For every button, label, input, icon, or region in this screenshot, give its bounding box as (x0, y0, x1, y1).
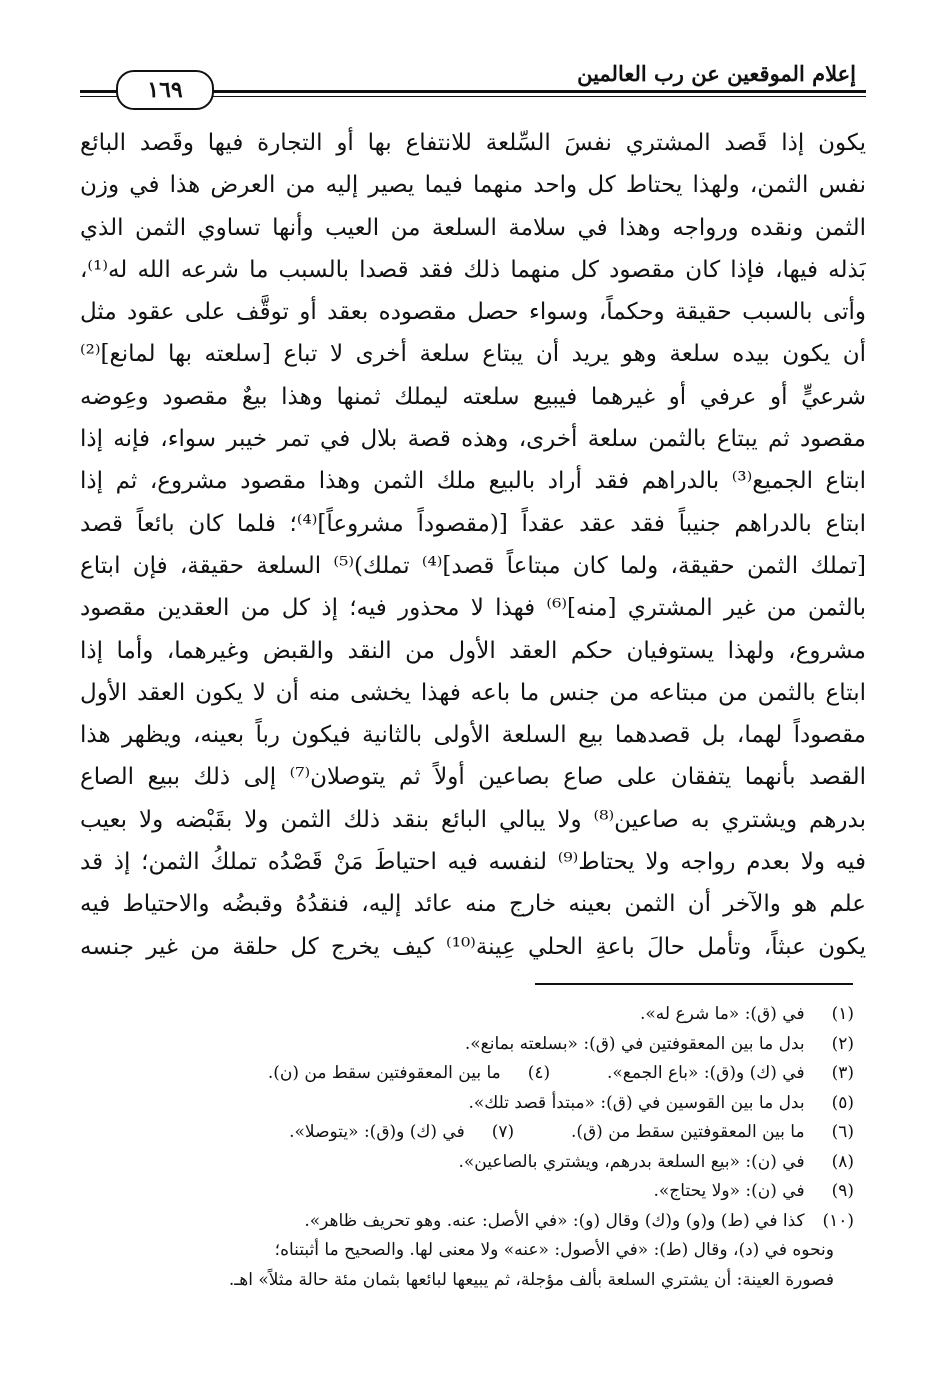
footnote-text: كذا في (ط) و(و) و(ك) وقال (و): «في الأصل: عنه. وهو تحريف ظاهر». (304, 1210, 805, 1231)
footnote-number: (٧) (491, 1122, 515, 1142)
text-line: [تملك الثمن حقيقة، ولما كان مبتاعاً قصد]⁽⁴⁾ تملك)⁽⁵⁾ السلعة حقيقة، فإن ابتاع (80, 552, 866, 579)
footnote-number: (٨) (831, 1151, 854, 1172)
footnote-continuation: ونحوه في (د)، وقال (ط): «في الأصول: «عنه» ولا معنى لها. والصحيح ما أثبتناه؛ (274, 1240, 834, 1260)
text-line: مقصوداً لهما، بل قصدهما بيع السلعة الأولى بالثانية فيكون رباً بعينه، ويظهر هذا (80, 722, 866, 749)
text-line: ابتاع بالدراهم جنيباً فقد عقد عقداً [(مقصوداً مشروعاً]⁽⁴⁾؛ فلما كان بائعاً قصد (80, 510, 866, 537)
text-line: علم هو والآخر أن الثمن بعينه خارج منه عائد إليه، فنقدُهُ وقبضُه والاحتياط فيه (80, 891, 866, 918)
footnote-text: في (ن): «ولا يحتاج». (653, 1181, 805, 1201)
footnote-number: (٩) (831, 1181, 854, 1201)
footnote-row (84, 1089, 854, 1119)
footnote-number: (٦) (831, 1122, 854, 1142)
footnote-number: (٤) (527, 1063, 551, 1083)
footnote-row (84, 1118, 854, 1148)
text-line: بالثمن من غير المشتري [منه]⁽⁶⁾ فهذا لا محذور فيه؛ إذ كل من العقدين مقصود (80, 595, 866, 622)
footnote-row (84, 1059, 854, 1089)
running-header-title: إعلام الموقعين عن رب العالمين (577, 61, 856, 86)
text-line: ابتاع بالثمن من مبتاعه من جنس ما باعه فهذا يخشى منه أن لا يكون العقد الأول (80, 679, 866, 706)
footnote-text: في (ك) و(ق): «باع الجمع». (607, 1063, 805, 1083)
footnotes (84, 1000, 854, 1295)
page-number: ١٦٩ (116, 70, 214, 110)
footnote-row (84, 1000, 854, 1030)
text-line: مقصود ثم يبتاع بالثمن سلعة أخرى، وهذه قصة بلال في تمر خيبر سواء، فإنه إذا (80, 426, 866, 453)
footnote-text: في (ق): «ما شرع له». (639, 1004, 805, 1024)
main-text (80, 122, 866, 968)
text-line: مشروع، ولهذا يستوفيان حكم العقد الأول من النقد والقبض وغيرهما، وأما إذا (80, 637, 866, 664)
footnote-continuation: فصورة العينة: أن يشتري السلعة بألف مؤجلة، ثم يبيعها لبائعها بثمان مئة حالة مثلاً» اهـ. (228, 1269, 834, 1290)
footnote-number: (٥) (831, 1092, 854, 1113)
text-line: أن يكون بيده سلعة وهو يريد أن يبتاع سلعة أخرى لا تباع [سلعته بها لمانع]⁽²⁾ (80, 341, 866, 368)
text-line: القصد بأنهما يتفقان على صاع بصاعين أولاً ثم يتوصلان⁽⁷⁾ إلى ذلك ببيع الصاع (80, 764, 866, 791)
text-line: يكون عبثاً، وتأمل حالَ باعةِ الحلي عِينة⁽¹⁰⁾ كيف يخرج كل حلقة من غير جنسه (80, 933, 866, 960)
footnote-text: بدل ما بين المعقوفتين في (ق): «بسلعته بمانع». (464, 1033, 805, 1054)
footnote-row (84, 1207, 854, 1237)
text-line: فيه ولا بعدم رواجه ولا يحتاط⁽⁹⁾ لنفسه فيه احتياطَ مَنْ قَصْدُه تملكُ الثمن؛ إذ قد (80, 849, 866, 876)
text-line: نفس الثمن، ولهذا يحتاط كل واحد منهما فيما يصير إليه من العرض هذا في وزن (80, 172, 866, 199)
footnote-number: (١٠) (822, 1210, 854, 1231)
footnote-row (84, 1177, 854, 1207)
footnote-text: ما بين المعقوفتين سقط من (ن). (267, 1063, 501, 1083)
text-line: بدرهم ويشتري به صاعين⁽⁸⁾ ولا يبالي البائع بنقد ذلك الثمن ولا بقَبْضه ولا بعيب (80, 806, 866, 833)
footnote-text: ما بين المعقوفتين سقط من (ق). (570, 1122, 805, 1142)
text-line: يكون إذا قَصد المشتري نفسَ السِّلعة للانتفاع بها أو التجارة فيها وقَصد البائع (80, 130, 866, 156)
text-line: ابتاع الجميع⁽³⁾ بالدراهم فقد أراد بالبيع ملك الثمن وهذا مقصود مشروع، ثم إذا (80, 468, 866, 495)
text-line: الثمن ونقده ورواجه وهذا في سلامة السلعة من العيب وأنها تساوي الثمن الذي (80, 214, 866, 241)
footnote-separator (535, 983, 853, 985)
text-line: بَذله فيها، فإذا كان مقصود كل منهما ذلك فقد قصدا بالسبب ما شرعه الله له⁽¹⁾، (80, 256, 866, 283)
text-line: وأتى بالسبب حقيقة وحكماً، وسواء حصل مقصوده بعقد أو توقَّف على عقود مثل (80, 299, 866, 326)
footnote-text: بدل ما بين القوسين في (ق): «مبتدأ قصد تلك». (468, 1092, 805, 1113)
footnote-number: (٢) (831, 1033, 854, 1054)
footnote-text: في (ن): «بيع السلعة بدرهم، ويشتري بالصاعين». (458, 1151, 805, 1172)
footnote-text: في (ك) و(ق): «يتوصلا». (289, 1122, 465, 1142)
text-line: شرعيٍّ أو عرفي أو غيرهما فيبيع سلعته ليملك ثمنها وهذا بيعٌ مقصود وعِوضه (80, 383, 866, 410)
footnote-row (84, 1030, 854, 1060)
footnote-number: (٣) (831, 1063, 854, 1083)
footnote-row (84, 1148, 854, 1178)
footnote-number: (١) (831, 1004, 854, 1024)
